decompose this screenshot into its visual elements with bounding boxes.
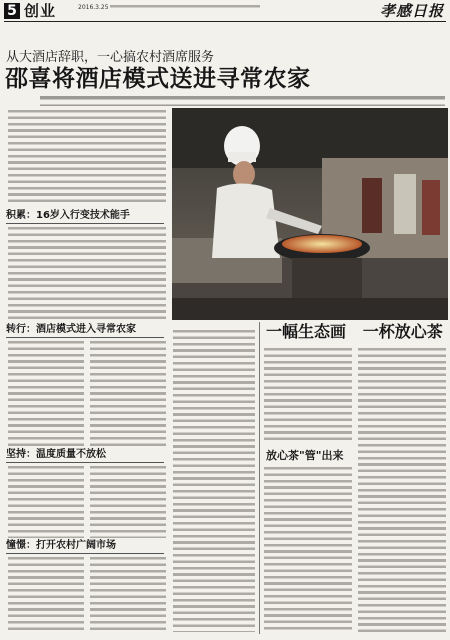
side-article-body-column bbox=[358, 348, 446, 632]
article-body-column bbox=[90, 466, 166, 538]
article-body-column bbox=[8, 466, 84, 538]
side-article-headline: 一幅生态画 一杯放心茶 bbox=[266, 322, 443, 341]
header-contact-text bbox=[110, 5, 260, 9]
article-body-column bbox=[8, 557, 84, 633]
article-kicker: 从大酒店辞职，一心搞农村酒席服务 bbox=[6, 50, 215, 65]
subhead-accumulation: 积累：16岁入行变技术能手 bbox=[6, 210, 164, 224]
newspaper-masthead: 孝感日报 bbox=[379, 2, 444, 20]
side-article-body-column bbox=[264, 467, 352, 632]
article-body-column bbox=[90, 557, 166, 633]
subhead-career-change: 转行：酒店模式进入寻常农家 bbox=[6, 324, 164, 338]
article-lead-text bbox=[40, 96, 445, 106]
article-lead-continued bbox=[8, 110, 166, 206]
subhead-persistence: 坚持：温度质量不放松 bbox=[6, 449, 164, 463]
article-body-column bbox=[8, 227, 166, 323]
article-body-column bbox=[173, 330, 255, 632]
side-article-subhead: 放心茶"管"出来 bbox=[266, 449, 344, 462]
article-photo bbox=[172, 108, 448, 320]
article-headline: 邵喜将酒店模式送进寻常农家 bbox=[5, 66, 311, 92]
subhead-outlook: 憧憬：打开农村广阔市场 bbox=[6, 540, 164, 554]
side-article-body-column bbox=[264, 348, 352, 444]
article-body-column bbox=[8, 341, 84, 447]
column-divider bbox=[259, 322, 260, 634]
header-rule bbox=[4, 21, 446, 22]
issue-date: 2016.3.25 bbox=[78, 4, 109, 11]
article-body-column bbox=[90, 341, 166, 447]
section-title: 创业 bbox=[24, 2, 57, 20]
page-number: 5 bbox=[4, 3, 20, 19]
